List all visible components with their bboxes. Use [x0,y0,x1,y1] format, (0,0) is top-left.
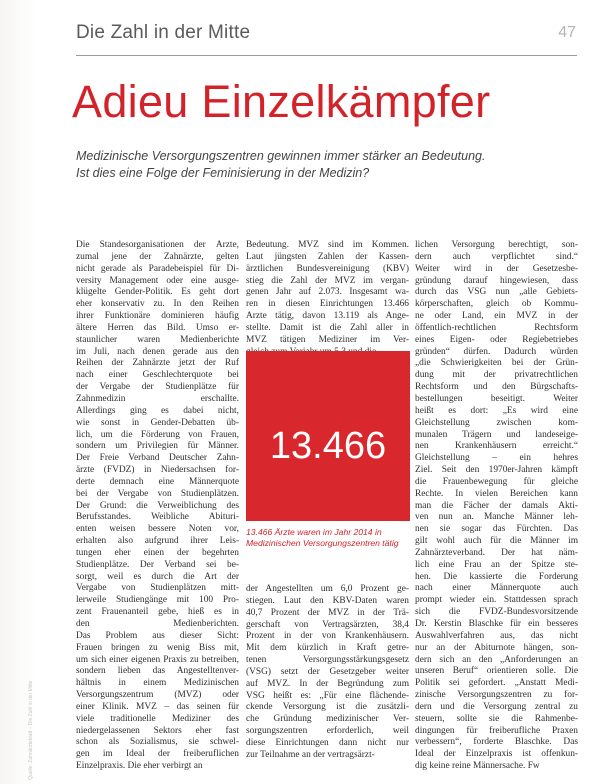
text-line: dern und die Versorgung zentral zu [415,701,578,712]
text-line: schon als Sozialismus, sie schwel- [76,737,239,748]
text-line: sorgt, weil es durch die Art der [76,571,239,582]
article-headline: Adieu Einzelkämpfer [72,76,491,127]
text-line: eines Eigen- oder Regiebetriebes [415,334,578,345]
text-line: bestellungen beseitigt. Weiter [415,393,578,404]
text-line: Vergabe von Studienplätzen mitt- [76,583,239,594]
text-line: Zahnmedizin erschallte. [76,393,239,404]
text-line: lich eine Frau an der Spitze ste- [415,559,578,570]
text-line: enten weisen bessere Noten vor, [76,524,239,535]
text-line: im Juli, nach denen gerade aus den [76,346,239,357]
section-title: Die Zahl in der Mitte [76,22,251,43]
text-line: dern auch verpflichtet sind.“ [415,251,578,262]
text-line: öffentlich-rechtlichen Rechtsform [415,322,578,333]
text-line: Bedeutung. MVZ sind im Kommen. [246,240,409,250]
text-line: diese Einrichtungen dann nicht nur [246,737,409,748]
text-line: eher konservativ zu. In den Reihen [76,299,239,310]
text-line: niedergelassenen Sektors eher fast [76,725,239,736]
text-line: Politik sei gefordert. „Anstatt Medi- [415,678,578,689]
text-line: Gleichstellung – ein hehres [415,453,578,464]
text-line: klügelte Gender-Politik. Es geht dort [76,287,239,298]
subtitle-line: Ist dies eine Folge der Feminisierung in der Medizin? [76,166,370,180]
text-line: gen im Ideal der freiberuflichen [76,749,239,760]
text-line: Rechtsform und den Bürgschafts- [415,382,578,393]
article-subtitle [76,148,546,182]
body-column-1 [76,240,239,773]
text-line: gründung darauf hingewiesen, dass [415,275,578,286]
page-number: 47 [558,24,576,41]
text-line: hen. Die kassierte die Forderung [415,571,578,582]
text-line: 40,7 Prozent der MVZ in der Trä- [246,607,409,618]
text-line: verbessern“, forderte Blaschke. Das [415,737,578,748]
body-column-2-bottom [246,584,409,762]
text-line: heißt es dort: „Es wird eine [415,405,578,416]
text-line: lerweile Studiengänge mit 100 Pro- [76,595,239,606]
text-line: MVZ tätigen Mediziner im Ver- [246,334,409,345]
text-line: ckende Versorgung ist die zusätzli- [246,702,409,713]
text-line: dingungen für freiberufliche Praxen [415,725,578,736]
text-line: Rechte. In vielen Bereichen kann [415,488,578,499]
text-line: der Vergabe der Studienplätze für [76,382,239,393]
text-line: körperschaften, gleich ob Kommu- [415,299,578,310]
text-line: Ärzte tätig, davon 13.119 als Ange- [246,311,409,322]
text-line: wie sonst in Gender-Debatten üb- [76,417,239,428]
text-line: der Angestellten um 6,0 Prozent ge- [246,584,409,594]
text-line: ihrer Funktionäre dominieren häufig [76,311,239,322]
text-line: lich, um die Förderung von Frauen, [76,429,239,440]
text-line: nen sie sogar das Fürchten. Das [415,524,578,535]
text-line: zumal jene der Zahnärzte, gelten [76,251,239,262]
text-line: viele traditionelle Mediziner des [76,713,239,724]
text-line: che Gründung medizinischer Ver- [246,714,409,725]
text-line: Der Freie Verband Deutscher Zahn- [76,453,239,464]
text-line: nur an der Abiturnote hängen, son- [415,642,578,653]
text-line: Berufsstandes. Weibliche Abituri- [76,512,239,523]
stat-caption: 13.466 Ärzte waren im Jahr 2014 in Medizinischen Versorgungszentren tätig [246,527,399,548]
stat-value: 13.466 [269,425,387,467]
text-line: gilt wohl auch für die Männer im [415,536,578,547]
text-line: Prozent in der von Krankenhäusern. [246,631,409,642]
text-line: Mit dem kürzlich in Kraft getre- [246,643,409,654]
text-line: Reihen der Zahnärzte jetzt der Ruf [76,358,239,369]
text-line: Dr. Kerstin Blaschke für ein besseres [415,619,578,629]
text-line: zur Teilnahme an der vertragsärzt- [246,749,375,760]
text-line: steuern, sollte sie die Rahmenbe- [415,713,578,724]
text-line: einer Klinik. MVZ – das seinen für [76,701,239,712]
text-line: nach einer Geschlechterquote bei [76,370,239,381]
text-line: Zahnärzteverband. Der hat näm- [415,547,578,558]
text-line: sondern um Privilegien für Männer. [76,441,239,452]
text-line: zent Frauenanteil gebe, hieß es in [76,607,239,618]
text-line: lichen Versorgung berechtigt, son- [415,240,578,250]
text-line: bei der Vergabe von Studienplätzen. [76,488,239,499]
text-line: Die Standesorganisationen der Ärzte, [76,240,239,250]
text-line: stellte. Damit ist die Zahl aller in [246,322,409,333]
text-line: versity Management oder eine ausge- [76,275,239,286]
subtitle-line: Medizinische Versorgungszentren gewinnen immer stärker an Bedeutung. [76,149,486,163]
text-line: ne oder Land, ein MVZ in der [415,311,578,322]
body-column-2-top [246,240,409,358]
text-line: erhalten also aufgrund ihrer Leis- [76,536,239,547]
text-line: staunlicher waren Medienberichte [76,334,239,345]
text-line: Studienplätze. Der Verband sei be- [76,559,239,570]
text-line: durch das VSG nun „alle Gebiets- [415,287,578,298]
text-line: dig keine reine Männersache. Fw [415,761,540,772]
text-line: Ideal der Einzelpraxis ist offenkun- [415,749,578,760]
text-line: hältnis in einem Medizinischen [76,678,239,689]
text-line: die Frauenbewegung für gleiche [415,476,578,487]
text-line: zinische Versorgungszentren zu for- [415,690,578,701]
text-line: ven nun an. Manche Männer leh- [415,512,578,523]
text-line: derte demnach eine Männerquote [76,476,239,487]
text-line: nach einer Männerquote auch [415,583,578,594]
text-line: Weiter wird in der Gesetzesbe- [415,263,578,274]
body-column-3 [415,240,578,773]
text-line: ren in diesen Einrichtungen 13.466 [246,299,409,310]
text-line: tenen Versorgungsstärkungsgesetz [246,655,409,666]
text-line: dung mit der privatrechtlichen [415,370,578,381]
text-line: genen Jahr auf 2.073. Insgesamt wa- [246,287,409,298]
text-line: nen Krankenhäusern erreicht.“ [415,441,578,452]
text-line: man die Fächer der damals Akti- [415,500,578,511]
text-line: auf MVZ. In der Begründung zum [246,678,409,689]
text-line: gerschaft von Vertragsärzten, 38,4 [246,619,409,630]
text-line: Ziel. Seit den 1970er-Jahren kämpft [415,465,578,476]
text-line: den Medienberichten. [76,619,239,629]
text-line: Frauen bringen zu wenig Biss mit, [76,642,239,653]
text-line: prompt wieder ein. Stattdessen sprach [415,595,578,606]
text-line: sich die FVDZ-Bundesvorsitzende [415,607,578,618]
text-line: Auswahlverfahren aus, das nicht [415,630,578,641]
text-line: ärzte (FVDZ) in Niedersachsen for- [76,465,239,476]
text-line: tungen eher einen der begehrten [76,547,239,558]
text-line: munalen Trägern und landeseige- [415,429,578,440]
text-line: unseren Beruf“ orientieren solle. Die [415,666,578,677]
text-line: ältere Herren das Bild. Umso er- [76,322,239,333]
side-credit: Quelle: Zahnärzteblatt – Die Zahl in der Mitte [28,680,34,780]
text-line: Der Grund: die Verweiblichung des [76,500,239,511]
text-line: sondern lieben das Angestelltenver- [76,666,239,677]
text-line: stieg die Zahl der MVZ im vergan- [246,275,409,286]
text-line: stiegen. Laut den KBV-Daten waren [246,595,409,606]
text-line: ärztlichen Bundesvereinigung (KBV) [246,263,409,274]
header-rule [76,55,577,56]
text-line: um sich einer eigenen Praxis zu betreiben, [76,654,239,665]
stat-highlight-box [246,351,410,521]
text-line: VSG heißt es: „Für eine flächende- [246,690,409,701]
text-line: „die Schwierigkeiten bei der Grün- [415,358,578,369]
text-line: Das Problem aus dieser Sicht: [76,630,239,641]
text-line: Allerdings ging es dabei nicht, [76,405,239,416]
page-header [76,22,576,48]
text-line: dern sich an den „Anforderungen an [415,654,578,665]
text-line: nicht gerade als Paradebeispiel für Di- [76,263,239,274]
text-line: Laut jüngsten Zahlen der Kassen- [246,251,409,262]
text-line: Einzelpraxis. Die eher verbirgt an [76,761,203,772]
text-line: (VSG) setzt der Gesetzgeber weiter [246,666,409,677]
text-line: sorgungszentren erforderlich, weil [246,726,409,737]
text-line: Versorgungszentrum (MVZ) oder [76,690,239,701]
text-line: gründen“ dürfen. Dadurch würden [415,346,578,357]
text-line: Gleichstellung zwischen kom- [415,417,578,428]
